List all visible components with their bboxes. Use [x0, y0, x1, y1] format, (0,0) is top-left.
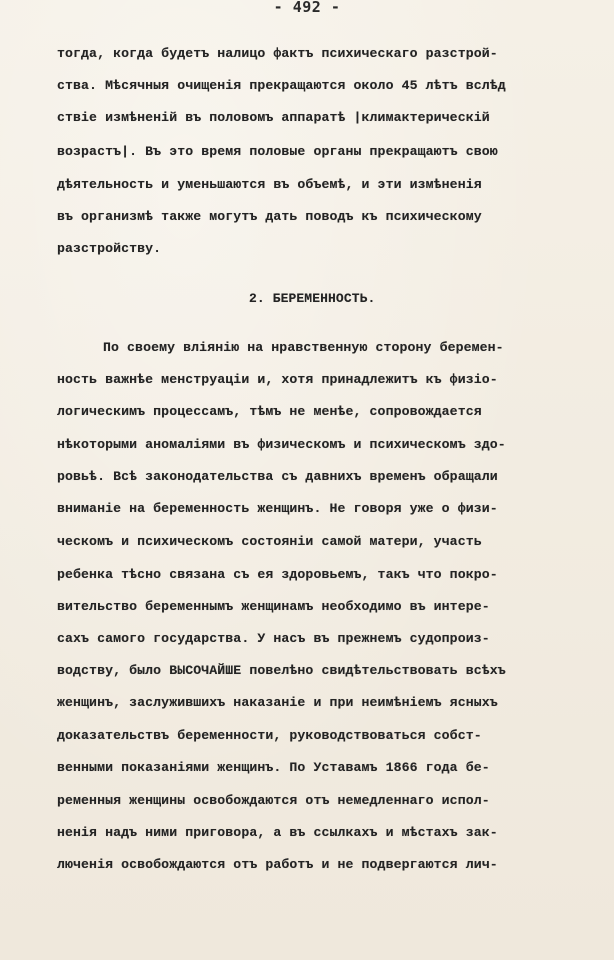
text-line: ненія надъ ними приговора, а въ ссылкахъ и мѣстахъ зак-: [57, 825, 498, 840]
text-line: нѣкоторыми аномаліями въ физическомъ и психическомъ здо-: [57, 437, 506, 452]
text-line: доказательствъ беременности, руководствоваться собст-: [57, 728, 482, 743]
text-line: логическимъ процессамъ, тѣмъ не менѣе, сопровождается: [57, 404, 482, 419]
text-line: ства. Мѣсячныя очищенія прекращаются около 45 лѣтъ вслѣд: [57, 78, 506, 93]
text-line: водству, было ВЫСОЧАЙШЕ повелѣно свидѣтельствовать всѣхъ: [57, 663, 506, 678]
text-line: вниманіе на беременность женщинъ. Не говоря уже о физи-: [57, 501, 498, 516]
text-line: женщинъ, заслужившихъ наказаніе и при неимѣніемъ ясныхъ: [57, 695, 498, 710]
text-line: ность важнѣе менструаціи и, хотя принадлежитъ къ физіо-: [57, 372, 498, 387]
text-line: ческомъ и психическомъ состояніи самой матери, участь: [57, 534, 482, 549]
text-line: въ организмѣ также могутъ дать поводъ къ психическому: [57, 209, 482, 224]
text-line: По своему вліянію на нравственную сторону беремен-: [103, 340, 504, 355]
text-line: разстройству.: [57, 241, 162, 256]
text-line: ременныя женщины освобождаются отъ немедленнаго испол-: [57, 793, 490, 808]
page-number: - 492 -: [273, 0, 341, 16]
text-line: сахъ самого государства. У насъ въ прежнемъ судопроиз-: [57, 631, 490, 646]
text-line: ровьѣ. Всѣ законодательства съ давнихъ временъ обращали: [57, 469, 498, 484]
text-line: вительство беременнымъ женщинамъ необходимо въ интере-: [57, 599, 490, 614]
section-heading: 2. БЕРЕМЕННОСТЬ.: [249, 291, 376, 306]
text-line: ребенка тѣсно связана съ ея здоровьемъ, такъ что покро-: [57, 567, 498, 582]
text-line: ствіе измѣненій въ половомъ аппаратѣ |климактерическій: [57, 110, 490, 125]
text-line: дѣятельность и уменьшаются въ объемѣ, и эти измѣненія: [57, 177, 482, 192]
text-line: венными показаніями женщинъ. По Уставамъ 1866 года бе-: [57, 760, 490, 775]
text-line: тогда, когда будетъ налицо фактъ психическаго разстрой-: [57, 46, 498, 61]
text-line: люченія освобождаются отъ работъ и не подвергаются лич-: [57, 857, 498, 872]
text-line: возрастъ|. Въ это время половые органы прекращаютъ свою: [57, 144, 498, 159]
